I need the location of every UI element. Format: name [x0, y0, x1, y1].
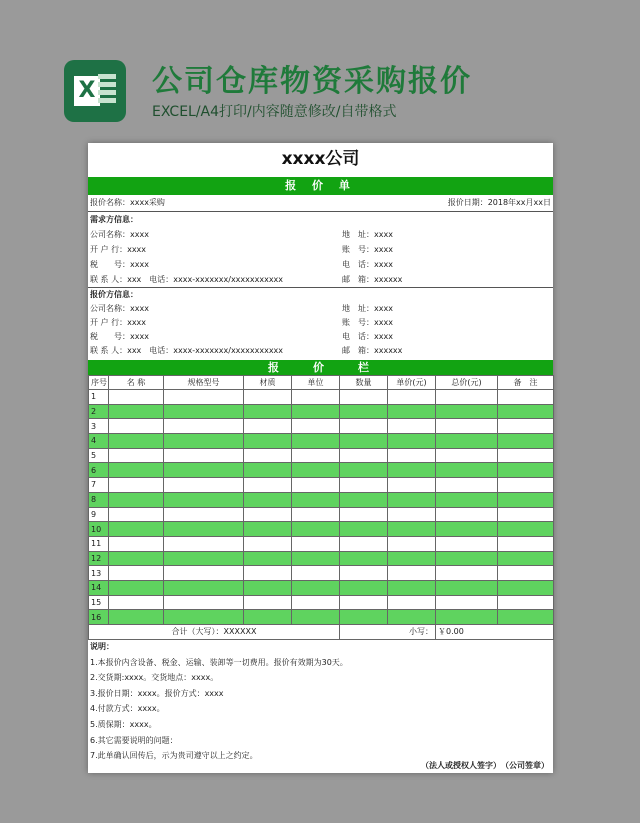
table-cell[interactable] [388, 595, 436, 610]
table-cell[interactable] [498, 434, 554, 449]
company-name: xxxx公司 [281, 149, 360, 169]
quote-banner: 报 价 单 [88, 177, 553, 195]
table-cell[interactable] [436, 419, 498, 434]
row-number[interactable]: 16 [89, 610, 109, 625]
table-cell[interactable] [244, 448, 292, 463]
table-cell[interactable] [498, 551, 554, 566]
table-cell[interactable] [244, 566, 292, 581]
table-cell[interactable] [292, 566, 340, 581]
table-cell[interactable] [244, 580, 292, 595]
buyer-address: 地 址：xxxx [342, 230, 393, 239]
excel-letter: X [74, 76, 100, 106]
table-cell[interactable] [109, 419, 164, 434]
table-row [89, 434, 554, 449]
row-number[interactable]: 3 [89, 419, 109, 434]
table-cell[interactable] [388, 566, 436, 581]
table-cell[interactable] [436, 390, 498, 405]
column-header: 备 注 [498, 376, 554, 390]
table-row [89, 404, 554, 419]
table-cell[interactable] [164, 434, 244, 449]
table-cell[interactable] [292, 463, 340, 478]
small-label: 小写： [340, 625, 436, 640]
table-cell[interactable] [244, 478, 292, 493]
row-number[interactable]: 1 [89, 390, 109, 405]
table-cell[interactable] [164, 492, 244, 507]
seller-account: 账 号：xxxx [342, 318, 393, 327]
table-row [89, 507, 554, 522]
table-cell[interactable] [498, 610, 554, 625]
table-cell[interactable] [292, 595, 340, 610]
total-row [89, 625, 554, 640]
row-number[interactable]: 14 [89, 580, 109, 595]
table-cell[interactable] [109, 463, 164, 478]
small-value: ￥0.00 [436, 625, 554, 640]
table-row [89, 551, 554, 566]
row-number[interactable]: 15 [89, 595, 109, 610]
column-header: 总价(元) [436, 376, 498, 390]
table-cell[interactable] [164, 404, 244, 419]
table-cell[interactable] [388, 448, 436, 463]
row-number[interactable]: 9 [89, 507, 109, 522]
table-cell[interactable] [109, 404, 164, 419]
seller-company: 公司名称：xxxx [90, 304, 149, 313]
table-cell[interactable] [109, 595, 164, 610]
row-number[interactable]: 5 [89, 448, 109, 463]
table-cell[interactable] [340, 419, 388, 434]
table-cell[interactable] [388, 478, 436, 493]
seller-phone: 电 话：xxxx [342, 332, 393, 341]
table-cell[interactable] [340, 463, 388, 478]
table-cell[interactable] [498, 478, 554, 493]
table-cell[interactable] [388, 580, 436, 595]
table-cell[interactable] [388, 610, 436, 625]
sheet-grid-icon [98, 74, 116, 108]
table-row [89, 522, 554, 537]
table-cell[interactable] [498, 463, 554, 478]
table-cell[interactable] [340, 536, 388, 551]
note-item: 2.交货期:xxxx。交货地点：xxxx。 [90, 673, 219, 683]
table-cell[interactable] [388, 492, 436, 507]
quote-meta-row [90, 196, 551, 210]
table-cell[interactable] [436, 448, 498, 463]
buyer-email: 邮 箱：xxxxxx [342, 275, 403, 284]
table-cell[interactable] [164, 478, 244, 493]
table-row [89, 536, 554, 551]
table-cell[interactable] [498, 404, 554, 419]
table-cell[interactable] [244, 390, 292, 405]
table-cell[interactable] [292, 580, 340, 595]
table-cell[interactable] [388, 419, 436, 434]
seller-title: 报价方信息： [90, 290, 138, 299]
table-cell[interactable] [436, 478, 498, 493]
table-cell[interactable] [109, 536, 164, 551]
buyer-company: 公司名称：xxxx [90, 230, 149, 239]
table-cell[interactable] [164, 390, 244, 405]
table-cell[interactable] [292, 610, 340, 625]
table-cell[interactable] [109, 610, 164, 625]
table-cell[interactable] [164, 551, 244, 566]
buyer-title: 需求方信息： [90, 215, 138, 224]
table-cell[interactable] [164, 507, 244, 522]
note-item: 4.付款方式：xxxx。 [90, 704, 165, 714]
table-cell[interactable] [244, 404, 292, 419]
seller-tax: 税 号：xxxx [90, 332, 149, 341]
signature-line: （法人或授权人签字） （公司签章） [421, 761, 549, 770]
table-cell[interactable] [340, 448, 388, 463]
table-cell[interactable] [498, 492, 554, 507]
table-cell[interactable] [436, 566, 498, 581]
table-cell[interactable] [109, 478, 164, 493]
row-number[interactable]: 8 [89, 492, 109, 507]
column-header: 单价(元) [388, 376, 436, 390]
table-row [89, 566, 554, 581]
column-header: 规格型号 [164, 376, 244, 390]
table-cell[interactable] [340, 507, 388, 522]
buyer-account: 账 号：xxxx [342, 245, 393, 254]
table-cell[interactable] [388, 463, 436, 478]
table-cell[interactable] [244, 434, 292, 449]
table-cell[interactable] [244, 551, 292, 566]
table-cell[interactable] [164, 580, 244, 595]
table-cell[interactable] [340, 595, 388, 610]
table-cell[interactable] [498, 595, 554, 610]
row-number[interactable]: 11 [89, 536, 109, 551]
table-cell[interactable] [436, 595, 498, 610]
table-cell[interactable] [498, 390, 554, 405]
page-subtitle: EXCEL/A4打印/内容随意修改/自带格式 [152, 104, 397, 120]
table-cell[interactable] [436, 580, 498, 595]
column-header: 材质 [244, 376, 292, 390]
table-cell[interactable] [436, 522, 498, 537]
table-cell[interactable] [164, 419, 244, 434]
seller-email: 邮 箱：xxxxxx [342, 346, 403, 355]
table-cell[interactable] [498, 580, 554, 595]
row-number[interactable]: 13 [89, 566, 109, 581]
seller-contact: 联 系 人：xxx 电话：xxxx-xxxxxxx/xxxxxxxxxxx [90, 346, 284, 355]
table-cell[interactable] [388, 404, 436, 419]
total-label: 合计（大写）：XXXXXX [89, 625, 340, 640]
table-cell[interactable] [340, 522, 388, 537]
table-cell[interactable] [436, 551, 498, 566]
table-cell[interactable] [164, 448, 244, 463]
excel-logo-icon [64, 60, 126, 122]
table-cell[interactable] [244, 463, 292, 478]
table-cell[interactable] [340, 404, 388, 419]
table-cell[interactable] [292, 536, 340, 551]
table-cell[interactable] [109, 566, 164, 581]
note-item: 7.此单确认回传后，示为贵司遵守以上之约定。 [90, 751, 258, 761]
table-row [89, 419, 554, 434]
table-cell[interactable] [498, 522, 554, 537]
quote-name: 报价名称：xxxx采购 [90, 198, 165, 207]
row-number[interactable]: 7 [89, 478, 109, 493]
table-cell[interactable] [436, 492, 498, 507]
table-cell[interactable] [340, 551, 388, 566]
row-number[interactable]: 10 [89, 522, 109, 537]
table-cell[interactable] [244, 595, 292, 610]
table-cell[interactable] [292, 551, 340, 566]
quote-table [88, 375, 554, 640]
table-cell[interactable] [388, 536, 436, 551]
table-row [89, 610, 554, 625]
table-cell[interactable] [164, 463, 244, 478]
table-cell[interactable] [244, 522, 292, 537]
table-row [89, 390, 554, 405]
table-cell[interactable] [109, 522, 164, 537]
table-cell[interactable] [436, 536, 498, 551]
table-cell[interactable] [292, 522, 340, 537]
buyer-tax: 税 号：xxxx [90, 260, 149, 269]
table-cell[interactable] [498, 536, 554, 551]
table-cell[interactable] [109, 492, 164, 507]
notes [90, 639, 550, 764]
row-number[interactable]: 2 [89, 404, 109, 419]
table-row [89, 463, 554, 478]
table-cell[interactable] [340, 610, 388, 625]
row-number[interactable]: 6 [89, 463, 109, 478]
seller-bank: 开 户 行：xxxx [90, 318, 147, 327]
table-cell[interactable] [164, 610, 244, 625]
table-cell[interactable] [109, 448, 164, 463]
table-cell[interactable] [164, 536, 244, 551]
note-item: 1.本报价内含设备、税金、运输、装卸等一切费用。报价有效期为30天。 [90, 657, 348, 667]
table-cell[interactable] [340, 390, 388, 405]
table-cell[interactable] [498, 566, 554, 581]
table-cell[interactable] [244, 536, 292, 551]
table-cell[interactable] [292, 507, 340, 522]
quote-date: 报价日期：2018年xx月xx日 [447, 198, 551, 207]
buyer-bank: 开 户 行：xxxx [90, 245, 147, 254]
table-cell[interactable] [388, 434, 436, 449]
table-cell[interactable] [436, 463, 498, 478]
note-item: 3.报价日期：xxxx。报价方式：xxxx [90, 688, 224, 698]
table-cell[interactable] [109, 507, 164, 522]
table-cell[interactable] [244, 492, 292, 507]
table-row [89, 478, 554, 493]
quote-column-banner: 报 价 栏 [88, 360, 553, 375]
table-cell[interactable] [498, 507, 554, 522]
table-cell[interactable] [292, 434, 340, 449]
table-cell[interactable] [436, 610, 498, 625]
table-cell[interactable] [109, 551, 164, 566]
table-cell[interactable] [109, 390, 164, 405]
table-row [89, 580, 554, 595]
table-cell[interactable] [292, 492, 340, 507]
table-cell[interactable] [109, 580, 164, 595]
table-cell[interactable] [498, 448, 554, 463]
table-cell[interactable] [436, 434, 498, 449]
note-item: 5.质保期：xxxx。 [90, 719, 157, 729]
table-cell[interactable] [292, 478, 340, 493]
table-row [89, 448, 554, 463]
table-row [89, 492, 554, 507]
table-cell[interactable] [292, 448, 340, 463]
column-header: 数量 [340, 376, 388, 390]
quote-sheet [88, 143, 553, 773]
row-number[interactable]: 12 [89, 551, 109, 566]
table-cell[interactable] [164, 566, 244, 581]
table-cell[interactable] [292, 404, 340, 419]
buyer-contact: 联 系 人：xxx 电话：xxxx-xxxxxxx/xxxxxxxxxxx [90, 275, 284, 284]
table-cell[interactable] [340, 434, 388, 449]
table-cell[interactable] [388, 522, 436, 537]
page-title: 公司仓库物资采购报价 [152, 64, 472, 99]
column-header: 单位 [292, 376, 340, 390]
note-item: 6.其它需要说明的问题： [90, 735, 178, 745]
table-cell[interactable] [164, 595, 244, 610]
table-row [89, 595, 554, 610]
table-cell[interactable] [498, 419, 554, 434]
buyer-phone: 电 话：xxxx [342, 260, 393, 269]
table-cell[interactable] [109, 434, 164, 449]
table-cell[interactable] [340, 580, 388, 595]
table-cell[interactable] [292, 390, 340, 405]
row-number[interactable]: 4 [89, 434, 109, 449]
table-cell[interactable] [340, 492, 388, 507]
table-cell[interactable] [164, 522, 244, 537]
table-cell[interactable] [436, 404, 498, 419]
table-cell[interactable] [244, 507, 292, 522]
table-cell[interactable] [436, 507, 498, 522]
table-cell[interactable] [388, 390, 436, 405]
table-cell[interactable] [292, 419, 340, 434]
column-header: 序号 [89, 376, 109, 390]
seller-address: 地 址：xxxx [342, 304, 393, 313]
table-cell[interactable] [340, 566, 388, 581]
column-header: 名 称 [109, 376, 164, 390]
table-header-row [89, 376, 554, 390]
table-cell[interactable] [340, 478, 388, 493]
notes-title: 说明： [90, 642, 114, 651]
table-cell[interactable] [244, 610, 292, 625]
table-cell[interactable] [388, 507, 436, 522]
table-cell[interactable] [244, 419, 292, 434]
table-cell[interactable] [388, 551, 436, 566]
